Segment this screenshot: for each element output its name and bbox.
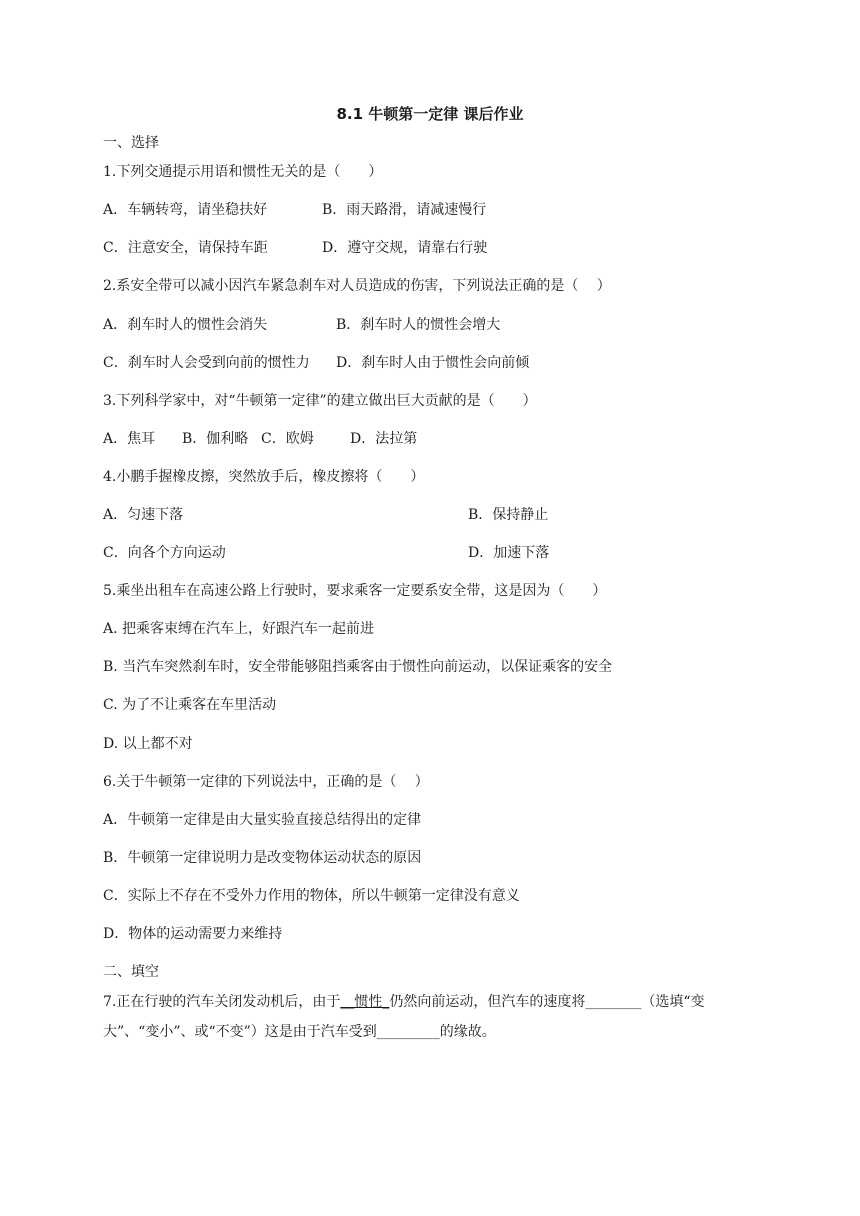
question-3-options-row bbox=[103, 429, 417, 449]
question-3-option-b: B．伽利略 bbox=[182, 431, 249, 447]
question-4-options-row-2 bbox=[103, 543, 549, 563]
question-2-options-row-1 bbox=[103, 315, 500, 335]
question-2-option-c: C．刹车时人会受到向前的惯性力 bbox=[103, 355, 310, 371]
question-1-option-d: D．遵守交规，请靠右行驶 bbox=[322, 240, 488, 256]
question-3-stem: 3.下列科学家中，对“牛顿第一定律”的建立做出巨大贡献的是（ ） bbox=[103, 393, 537, 409]
question-5-option-d: D. 以上都不对 bbox=[103, 736, 193, 752]
question-7-line-1 bbox=[103, 992, 705, 1012]
question-6-option-b: B．牛顿第一定律说明力是改变物体运动状态的原因 bbox=[103, 850, 422, 866]
question-2-option-b: B．刹车时人的惯性会增大 bbox=[336, 317, 501, 333]
question-6-option-a: A．牛顿第一定律是由大量实验直接总结得出的定律 bbox=[103, 812, 422, 828]
question-7-answer-blank: __惯性_ bbox=[340, 994, 390, 1010]
question-2-option-d: D．刹车时人由于惯性会向前倾 bbox=[336, 355, 530, 371]
question-2-stem: 2.系安全带可以减小因汽车紧急刹车对人员造成的伤害，下列说法正确的是（ ） bbox=[103, 278, 611, 294]
question-4-option-c: C．向各个方向运动 bbox=[103, 545, 226, 561]
question-1-option-c: C．注意安全，请保持车距 bbox=[103, 240, 268, 256]
question-3-option-c: C．欧姆 bbox=[261, 431, 314, 447]
question-1-option-b: B．雨天路滑，请减速慢行 bbox=[322, 202, 487, 218]
section-heading-choice: 一、选择 bbox=[103, 135, 159, 151]
question-4-option-d: D．加速下落 bbox=[468, 545, 550, 561]
question-4-option-a: A．匀速下落 bbox=[103, 507, 184, 523]
question-1-options-row-1 bbox=[103, 200, 486, 220]
question-3-option-d: D．法拉第 bbox=[350, 431, 418, 447]
question-5-option-c: C. 为了不让乘客在车里活动 bbox=[103, 697, 277, 713]
question-1-stem: 1.下列交通提示用语和惯性无关的是（ ） bbox=[103, 164, 383, 180]
question-7-text-part-2: 仍然向前运动，但汽车的速度将________（选填“变 bbox=[389, 994, 705, 1010]
question-1-option-a: A．车辆转弯，请坐稳扶好 bbox=[103, 202, 268, 218]
question-7-line-2: 大”、“变小”、或“不变”）这是由于汽车受到_________的缘故。 bbox=[103, 1024, 496, 1040]
question-6-option-c: C．实际上不存在不受外力作用的物体，所以牛顿第一定律没有意义 bbox=[103, 888, 520, 904]
question-6-stem: 6.关于牛顿第一定律的下列说法中，正确的是（ ） bbox=[103, 774, 429, 790]
question-4-stem: 4.小鹏手握橡皮擦，突然放手后，橡皮擦将（ ） bbox=[103, 469, 425, 485]
question-4-option-b: B．保持静止 bbox=[468, 507, 549, 523]
question-7-text-part-1: 7.正在行驶的汽车关闭发动机后，由于 bbox=[103, 994, 341, 1010]
question-5-stem: 5.乘坐出租车在高速公路上行驶时，要求乘客一定要系安全带，这是因为（ ） bbox=[103, 583, 607, 599]
section-heading-fill-in: 二、填空 bbox=[103, 964, 159, 980]
question-5-option-b: B. 当汽车突然刹车时，安全带能够阻挡乘客由于惯性向前运动，以保证乘客的安全 bbox=[103, 659, 613, 675]
question-6-option-d: D．物体的运动需要力来维持 bbox=[103, 926, 283, 942]
question-5-option-a: A. 把乘客束缚在汽车上，好跟汽车一起前进 bbox=[103, 621, 375, 637]
question-2-options-row-2 bbox=[103, 353, 529, 373]
question-4-options-row-1 bbox=[103, 505, 548, 525]
page-title: 8.1 牛顿第一定律 课后作业 bbox=[336, 105, 524, 123]
question-2-option-a: A．刹车时人的惯性会消失 bbox=[103, 317, 268, 333]
question-3-option-a: A．焦耳 bbox=[103, 431, 156, 447]
question-1-options-row-2 bbox=[103, 238, 487, 258]
